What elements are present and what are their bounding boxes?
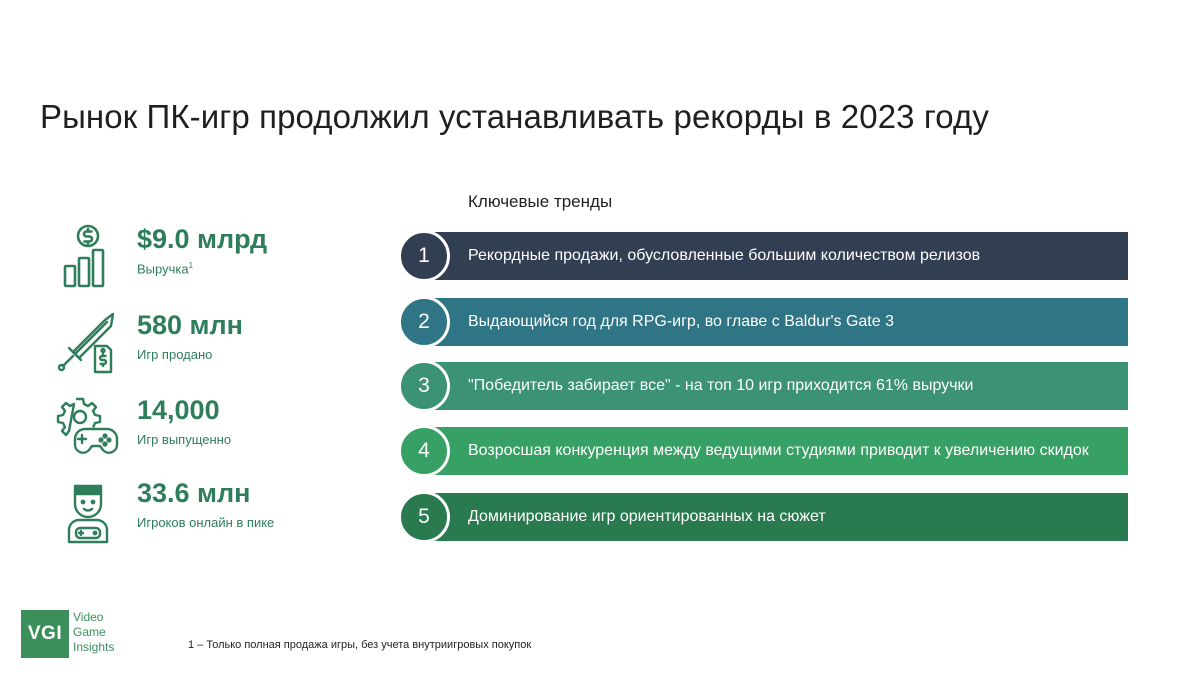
trend-item	[398, 425, 1128, 477]
kpi-peak-players	[55, 478, 355, 548]
footnote-mark: 1	[188, 261, 194, 270]
trend-number: 2	[398, 296, 450, 348]
kpi-value: 33.6 млн	[137, 478, 251, 508]
trend-number: 1	[398, 230, 450, 282]
trend-text: Возросшая конкуренция между ведущими студиями приводит к увеличению скидок	[468, 442, 1089, 459]
kpi-games-released	[55, 395, 355, 465]
kpi-value: $9.0 млрд	[137, 224, 268, 254]
kpi-label: Игроков онлайн в пике	[137, 515, 275, 530]
trend-text: Выдающийся год для RPG-игр, во главе с Baldur's Gate 3	[468, 313, 894, 330]
trends-header: Ключевые тренды	[468, 192, 613, 211]
sword-price-tag-icon	[55, 310, 121, 376]
logo-mark: VGI	[21, 610, 69, 658]
kpi-revenue	[55, 224, 355, 294]
kpi-label: Выручка$^1$	[137, 261, 194, 277]
kpi-label: Игр выпущенно	[137, 432, 232, 447]
logo-wordmark: Video Game Insights	[73, 610, 115, 654]
footnote: 1 – Только полная продажа игры, без учета внутриигровых покупок	[188, 639, 532, 651]
trend-item	[398, 230, 1128, 282]
trend-item	[398, 491, 1128, 543]
gear-gamepad-icon	[55, 395, 121, 461]
kpi-value: 14,000	[137, 395, 220, 425]
gamer-avatar-icon	[55, 478, 121, 544]
page-title: Рынок ПК-игр продолжил устанавливать рекорды в 2023 году	[40, 98, 989, 135]
revenue-chart-icon	[55, 224, 121, 290]
trend-number: 3	[398, 360, 450, 412]
trend-number: 4	[398, 425, 450, 477]
trend-text: Рекордные продажи, обусловленные большим количеством релизов	[468, 247, 981, 264]
trend-item	[398, 296, 1128, 348]
vgi-logo	[21, 610, 121, 660]
kpi-label: Игр продано	[137, 347, 213, 362]
kpi-games-sold	[55, 310, 355, 380]
trend-number: 5	[398, 491, 450, 543]
trend-item	[398, 360, 1128, 412]
kpi-value: 580 млн	[137, 310, 243, 340]
trend-text: Доминирование игр ориентированных на сюжет	[468, 508, 826, 525]
trend-text: "Победитель забирает все" - на топ 10 игр приходится 61% выручки	[468, 377, 974, 394]
